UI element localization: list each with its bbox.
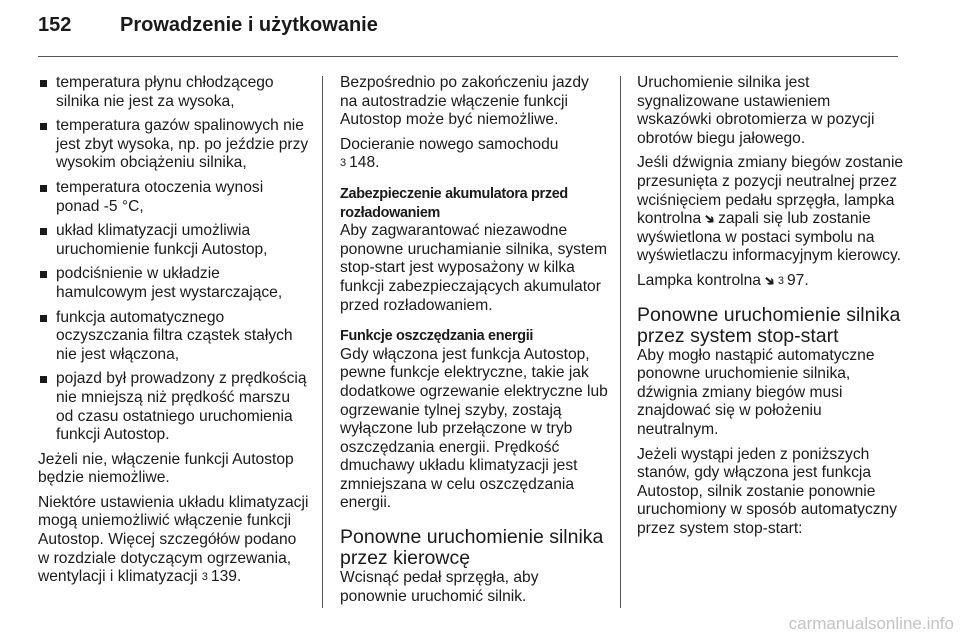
shift-lamp-icon: ➔	[701, 209, 720, 229]
list-item: temperatura otoczenia wynosi ponad -5 °C,	[38, 179, 310, 216]
page-ref-link[interactable]: 97.	[787, 271, 809, 289]
list-item: temperatura płynu chłodzącego silnika nie jest za wysoka,	[38, 74, 310, 111]
column-1	[38, 74, 310, 593]
paragraph: Lampka kontrolna➔3 97.	[637, 271, 809, 290]
list-item: funkcja automatycznego oczyszczania filtra cząstek stałych nie jest włączona,	[38, 309, 310, 365]
section-heading: Ponowne uruchomienie silnika przez kierowcę	[340, 526, 604, 570]
paragraph: Uruchomienie silnika jest sygnalizowane ustawieniem wskazówki obrotomierza w pozycji obrotów biegu jałowego.	[637, 74, 875, 147]
paragraph: Niektóre ustawienia układu klimatyzacji mogą uniemożliwić włączenie funkcji Autostop. Więcej szczegółów podano w rozdziale dotyczącym ogrzewania, wentylacji i klimatyzacji 3 139.	[38, 493, 309, 586]
page-ref-icon: 3	[777, 274, 784, 287]
page-title: Prowadzenie i użytkowanie	[120, 14, 378, 36]
paragraph: Gdy włączona jest funkcja Autostop, pewne funkcje elektryczne, takie jak dodatkowe ogrzewanie elektryczne lub ogrzewanie tylnej szyby, zostają wyłączone lub przełączone w tryb oszczędzania energii. Prędkość dmuchawy układu klimatyzacji jest zmniejszana w celu oszczędzania energii.	[340, 345, 608, 512]
subheading: Zabezpieczenie akumulatora przed rozładowaniem	[340, 185, 568, 221]
page-ref-link[interactable]: 139.	[210, 568, 242, 586]
page-number: 152	[38, 14, 72, 36]
paragraph: Jeśli dźwignia zmiany biegów zostanie przesunięta z pozycji neutralnej przez wciśnięciem pedału sprzęgła, lampka kontrolna➔zapali się lub zostanie wyświetlona w postaci symbolu na wyświetlaczu informacyjnym kierowcy.	[637, 154, 904, 265]
section-heading: Ponowne uruchomienie silnika przez system stop-start	[637, 303, 901, 347]
paragraph: Aby mogło nastąpić automatyczne ponowne uruchomienie silnika, dźwignia zmiany biegów musi znajdować się w położeniu neutralnym.	[637, 346, 875, 438]
paragraph: Wcisnąć pedał sprzęgła, aby ponownie uruchomić silnik.	[340, 569, 539, 605]
page-ref-icon: 3	[340, 157, 347, 170]
list-item: układ klimatyzacji umożliwia uruchomienie funkcji Autostop,	[38, 222, 310, 259]
paragraph: Docieranie nowego samochodu 3 148.	[340, 135, 559, 172]
header-rule	[38, 56, 898, 57]
column-3	[637, 74, 907, 544]
page-ref-icon: 3	[201, 571, 208, 584]
shift-lamp-icon: ➔	[760, 271, 779, 290]
page-ref-link[interactable]: 148.	[349, 154, 380, 172]
condition-list	[38, 74, 310, 445]
column-2	[340, 74, 608, 612]
list-item: temperatura gazów spalinowych nie jest zbyt wysoka, np. po jeździe przy wysokim obciążeniu silnika,	[38, 117, 310, 173]
paragraph: Bezpośrednio po zakończeniu jazdy na autostradzie włączenie funkcji Autostop może być niemożliwe.	[340, 74, 589, 129]
list-item: pojazd był prowadzony z prędkością nie mniejszą niż prędkość marszu od czasu ostatniego uruchomienia funkcji Autostop.	[38, 370, 310, 444]
paragraph: Jeżeli wystąpi jeden z poniższych stanów, gdy włączona jest funkcja Autostop, silnik zostanie ponownie uruchomiony w sposób automatyczny przez system stop-start:	[637, 445, 898, 537]
page-header	[38, 14, 378, 37]
paragraph: Aby zagwarantować niezawodne ponowne uruchamianie silnika, system stop-start jest wyposażony w kilka funkcji zabezpieczających akumulator przed rozładowaniem.	[340, 222, 607, 314]
column-divider-2	[620, 76, 621, 608]
list-item: podciśnienie w układzie hamulcowym jest wystarczające,	[38, 265, 310, 302]
watermark: carmanualsonline.info	[788, 614, 954, 633]
paragraph: Jeżeli nie, włączenie funkcji Autostop będzie niemożliwe.	[38, 450, 294, 487]
subheading: Funkcje oszczędzania energii	[340, 328, 534, 345]
column-divider-1	[322, 76, 323, 608]
